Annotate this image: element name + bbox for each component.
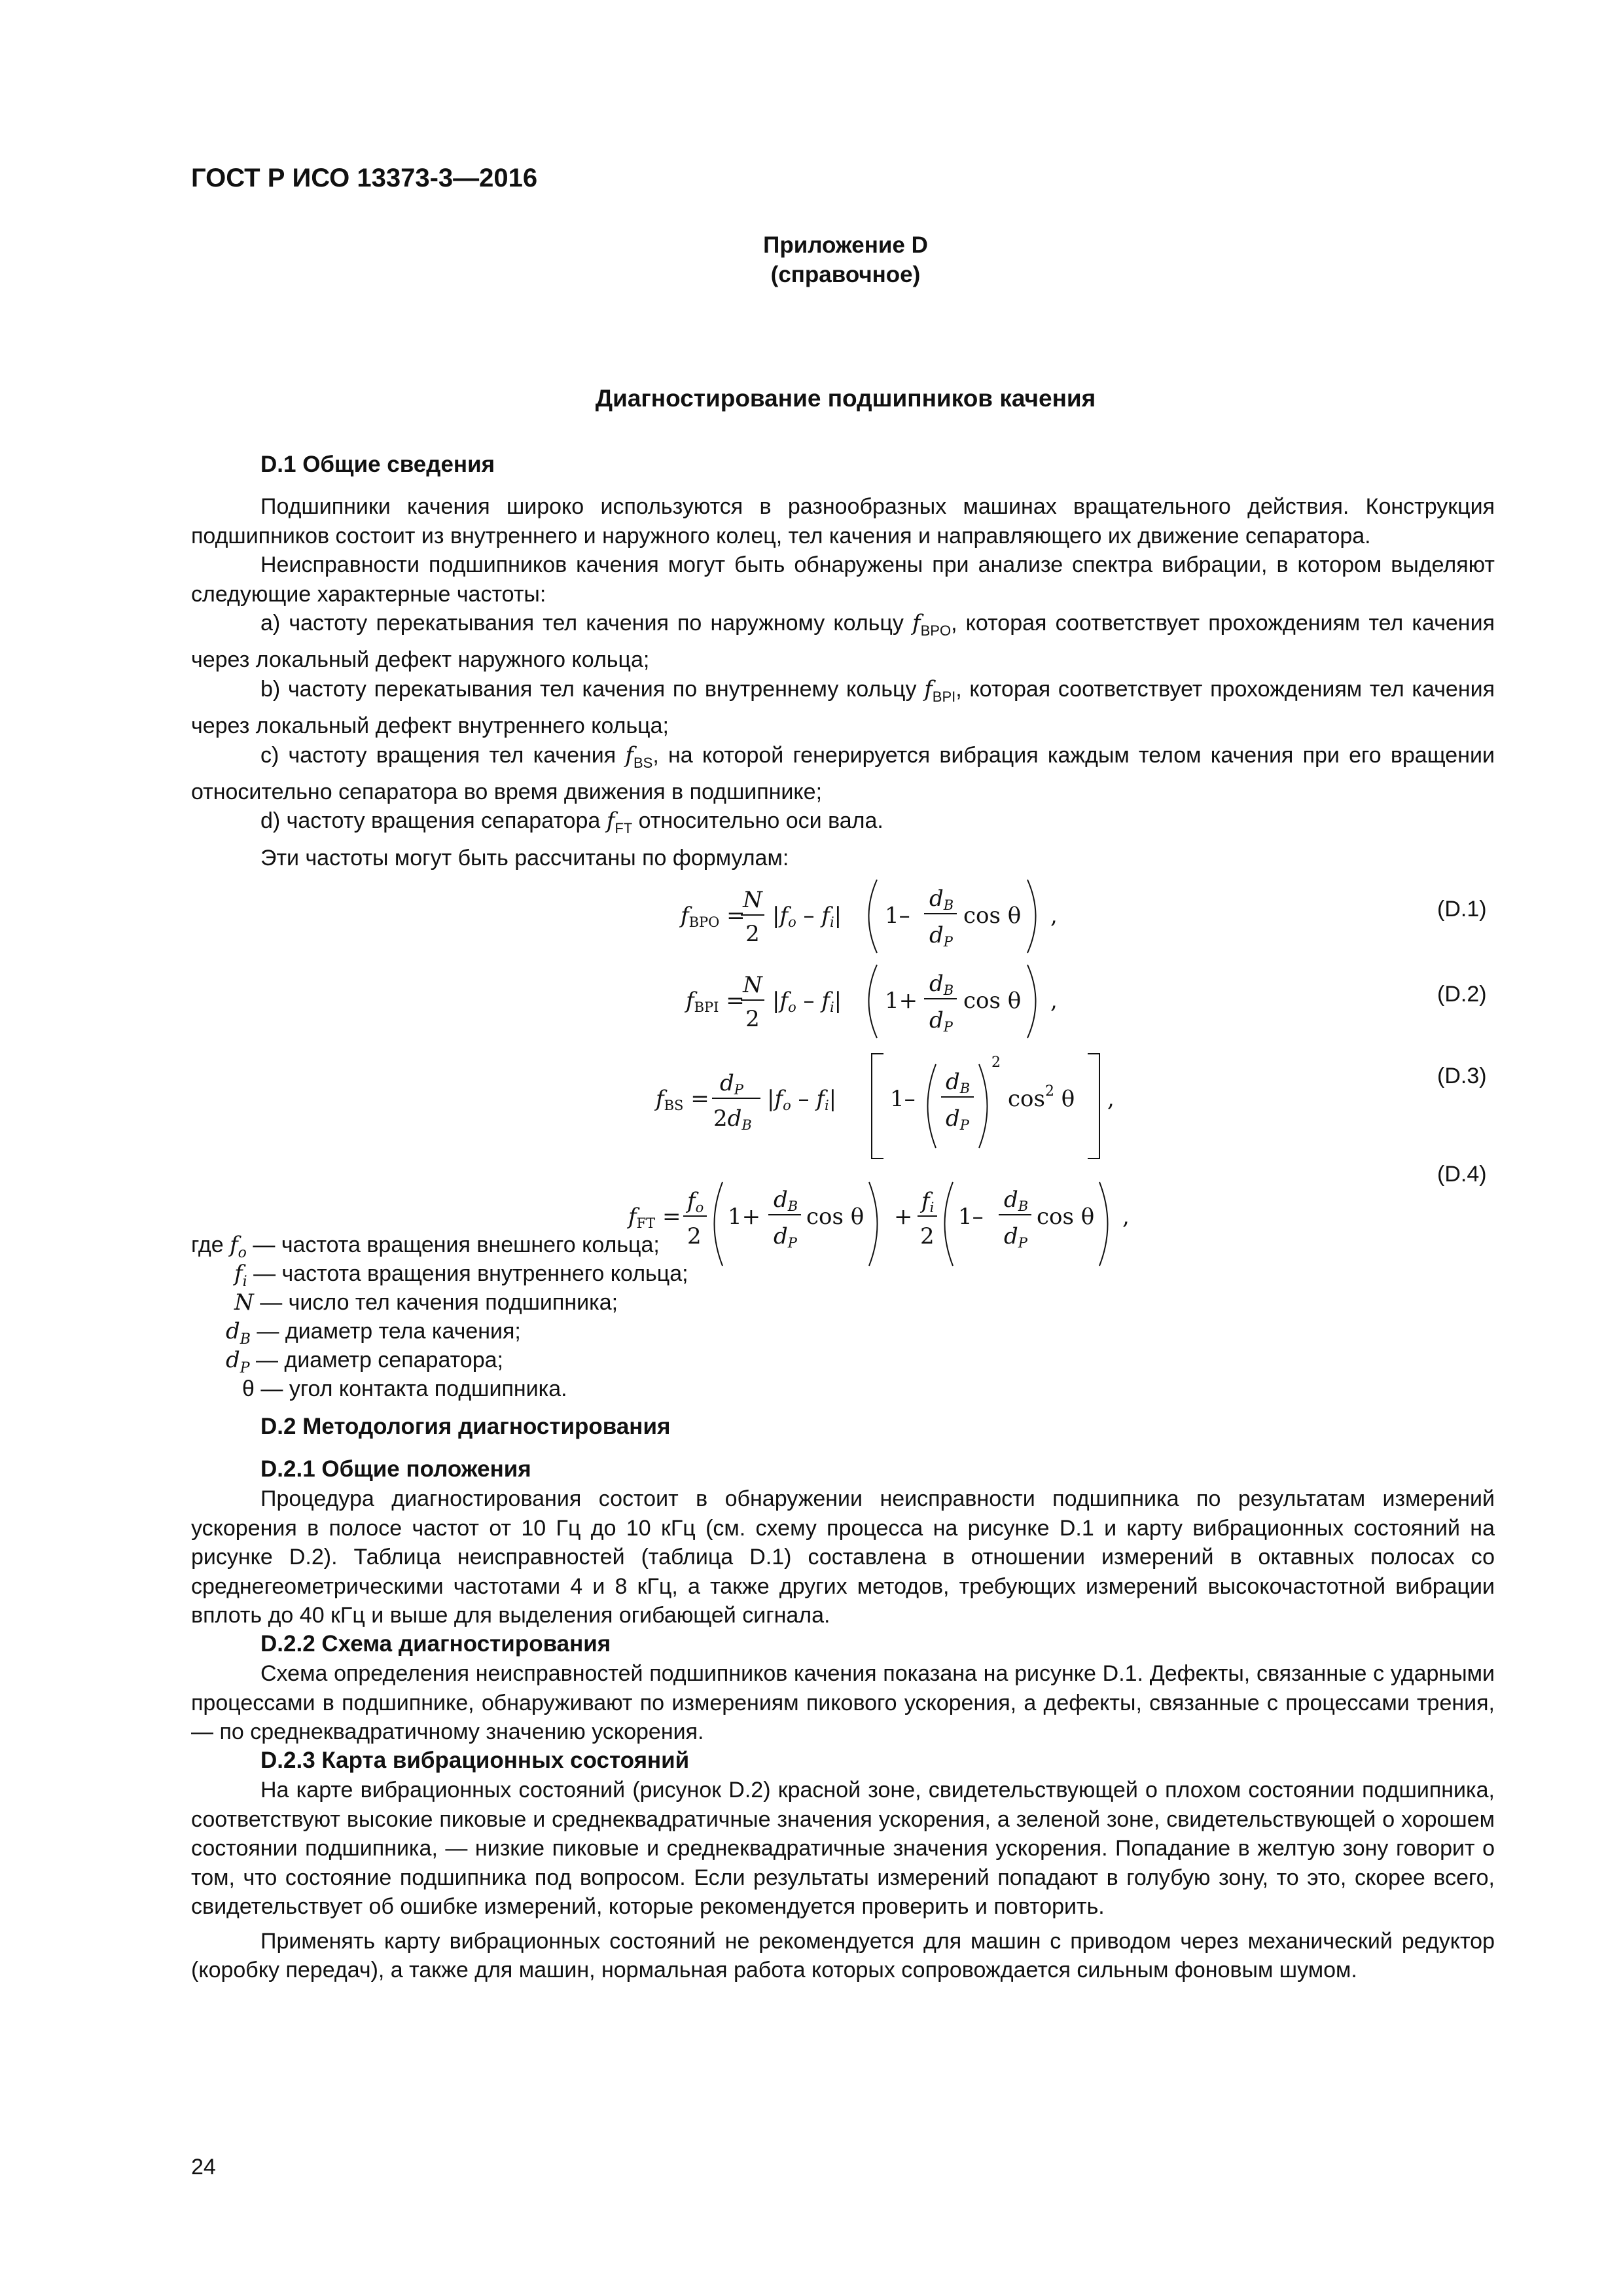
- legend-theta: θ — угол контакта подшипника.: [242, 1376, 567, 1401]
- svg-text:fBS =: fBS =: [656, 1086, 709, 1113]
- svg-text:|fo – fi|: |fo – fi|: [772, 988, 842, 1015]
- section-d22-body: [191, 1659, 1495, 1747]
- svg-text:dB: dB: [1004, 1187, 1029, 1214]
- svg-text:cos θ: cos θ: [963, 988, 1022, 1014]
- equation-number-d2: (D.2): [1437, 982, 1487, 1007]
- paragraph: Процедура диагностирования состоит в обнаружении неисправности подшипника по результатам измерений ускорения в полосе частот от 10 Гц до 10 кГц (см. схему процесса на рисунке D.1 и карту вибрационных состояний на рисунке D.2). Таблица неисправностей (таблица D.1) составлена в отношении измерений в октавных полосах со среднегеометрическими частотами 4 и 8 кГц, а также других методов, требующих измерений высокочастотной вибрации вплоть до 40 кГц и выше для выделения огибающей сигнала.: [191, 1486, 1495, 1628]
- formula-d3: [654, 1054, 1115, 1158]
- paragraph: На карте вибрационных состояний (рисунок D.2) красной зоне, свидетельствующей о плохом состоянии подшипника, соответствуют высокие пиковые и среднеквадратичные значения ускорения, а зеленой зоне, свидетельствующей о хорошем состоянии подшипника, — низкие пиковые и среднеквадратичные значения ускорения. Попадание в желтую зону говорит о том, что состояние подшипника под вопросом. Если результаты измерений попадают в голубую зону, то это, скорее всего, свидетельствует об ошибке измерений, которые рекомендуется проверить и повторить.: [191, 1778, 1495, 1919]
- svg-text:N: N: [743, 972, 762, 998]
- legend-n: N — число тел качения подшипника;: [234, 1289, 618, 1316]
- svg-text:dB: dB: [946, 1069, 971, 1096]
- svg-text:2: 2: [991, 1054, 1001, 1071]
- paragraph: Подшипники качения широко используются в разнообразных машинах вращательного действия. Конструкция подшипников состоит из внутреннего и наружного колец, тел качения и направляющего их движение сепаратора.: [191, 494, 1495, 548]
- list-item-a: a) частоту перекатывания тел качения по наружному кольцу $f_{BPO}$, которая соответствует прохождениям тел качения через локальный дефект наружного кольца;: [191, 610, 1495, 673]
- subsection-heading-d23: D.2.3 Карта вибрационных состояний: [260, 1748, 690, 1773]
- formula-d1: [679, 880, 1058, 953]
- annex-label: Приложение D: [763, 232, 928, 258]
- svg-text:2dB: 2dB: [713, 1105, 752, 1133]
- equation-number-d1: (D.1): [1437, 897, 1487, 922]
- legend-dp: $d_P$ — диаметр сепаратора;: [226, 1347, 503, 1376]
- svg-text:dB: dB: [929, 886, 954, 913]
- section-heading-d1: D.1 Общие сведения: [260, 452, 495, 477]
- list-item-d: d) частоту вращения сепаратора $f_{FT}$ относительно оси вала.: [260, 808, 883, 837]
- page-number: 24: [191, 2155, 216, 2179]
- svg-text:dP: dP: [929, 922, 953, 950]
- equation-number-d3: (D.3): [1437, 1064, 1487, 1088]
- paragraph: Схема определения неисправностей подшипников качения показана на рисунке D.1. Дефекты, связанные с ударными процессами в подшипнике, обнаруживают по измерениям пикового ускорения, а дефекты, связанные с процессами трения, — по среднеквадратичному значению ускорения.: [191, 1661, 1495, 1744]
- svg-text:fi: fi: [921, 1188, 935, 1215]
- svg-text:cos θ: cos θ: [963, 903, 1022, 929]
- svg-text:|fo – fi|: |fo – fi|: [772, 903, 842, 930]
- subsection-heading-d21: D.2.1 Общие положения: [260, 1456, 531, 1482]
- legend-db: $d_B$ — диаметр тела качения;: [226, 1318, 521, 1348]
- svg-text:,: ,: [1050, 903, 1058, 929]
- svg-text:dB: dB: [929, 971, 954, 998]
- paragraph: Эти частоты могут быть рассчитаны по формулам:: [260, 845, 789, 870]
- section-d1-body: [191, 492, 1495, 872]
- svg-text:dP: dP: [720, 1070, 743, 1098]
- svg-text:1–: 1–: [958, 1204, 984, 1230]
- svg-text:dP: dP: [946, 1105, 969, 1133]
- formula-d2: [684, 965, 1058, 1038]
- equation-number-d4: (D.4): [1437, 1162, 1487, 1187]
- svg-text:|fo – fi|: |fo – fi|: [767, 1086, 837, 1113]
- subsection-heading-d22: D.2.2 Схема диагностирования: [260, 1631, 611, 1657]
- svg-text:2: 2: [920, 1223, 935, 1249]
- svg-text:dP: dP: [929, 1007, 953, 1035]
- svg-text:2: 2: [687, 1223, 702, 1249]
- svg-text:2: 2: [745, 921, 760, 947]
- svg-text:+: +: [894, 1204, 913, 1230]
- svg-text:dP: dP: [1004, 1223, 1027, 1251]
- svg-text:fBPO =: fBPO =: [681, 903, 745, 930]
- svg-text:N: N: [743, 887, 762, 913]
- section-heading-d2: D.2 Методология диагностирования: [260, 1414, 671, 1439]
- list-item-c: c) частоту вращения тел качения $f_{BS}$, на которой генерируется вибрация каждым телом качения при его вращении относительно сепаратора во время движения в подшипнике;: [191, 742, 1495, 804]
- annex-title: Диагностирование подшипников качения: [595, 385, 1096, 412]
- svg-text:cos2 θ: $\cos^2 \theta$: [1008, 1083, 1075, 1112]
- svg-text:fo: fo: [687, 1188, 704, 1215]
- svg-text:1+: 1+: [728, 1204, 761, 1230]
- section-d23-body: [191, 1776, 1495, 1985]
- svg-text:1+: 1+: [885, 988, 918, 1014]
- svg-text:1–: 1–: [890, 1086, 916, 1112]
- svg-text:,: ,: [1122, 1204, 1130, 1230]
- svg-text:1–: 1–: [885, 903, 910, 929]
- formula-d4: [626, 1182, 1130, 1266]
- paragraph: Применять карту вибрационных состояний не рекомендуется для машин с приводом через механический редуктор (коробку передач), а также для машин, нормальная работа которых сопровождается сильным фоновым шумом.: [191, 1928, 1495, 1982]
- svg-text:dB: dB: [774, 1187, 798, 1214]
- svg-text:fBPI =: fBPI =: [686, 988, 745, 1015]
- svg-text:2: 2: [745, 1006, 760, 1032]
- legend-fi: $f_i$ — частота вращения внутреннего кольца;: [234, 1261, 688, 1290]
- legend-fo: где $f_o$ — частота вращения внешнего кольца;: [191, 1232, 660, 1261]
- svg-text:fFT =: fFT =: [628, 1204, 681, 1231]
- section-d21-body: [191, 1484, 1495, 1630]
- svg-text:cos θ: cos θ: [806, 1204, 865, 1230]
- svg-text:cos θ: cos θ: [1037, 1204, 1095, 1230]
- annex-type: (справочное): [770, 262, 921, 287]
- formula-block: [589, 870, 1374, 1564]
- svg-text:,: ,: [1107, 1086, 1115, 1112]
- list-item-b: b) частоту перекатывания тел качения по внутреннему кольцу $f_{BPI}$, которая соответствует прохождениям тел качения через локальный дефект внутреннего кольца;: [191, 675, 1495, 739]
- svg-text:,: ,: [1050, 988, 1058, 1014]
- standard-designation: ГОСТ Р ИСО 13373-3—2016: [191, 164, 538, 192]
- svg-text:dP: dP: [774, 1223, 797, 1251]
- paragraph: Неисправности подшипников качения могут быть обнаружены при анализе спектра вибрации, в котором выделяют следующие характерные частоты:: [191, 552, 1495, 607]
